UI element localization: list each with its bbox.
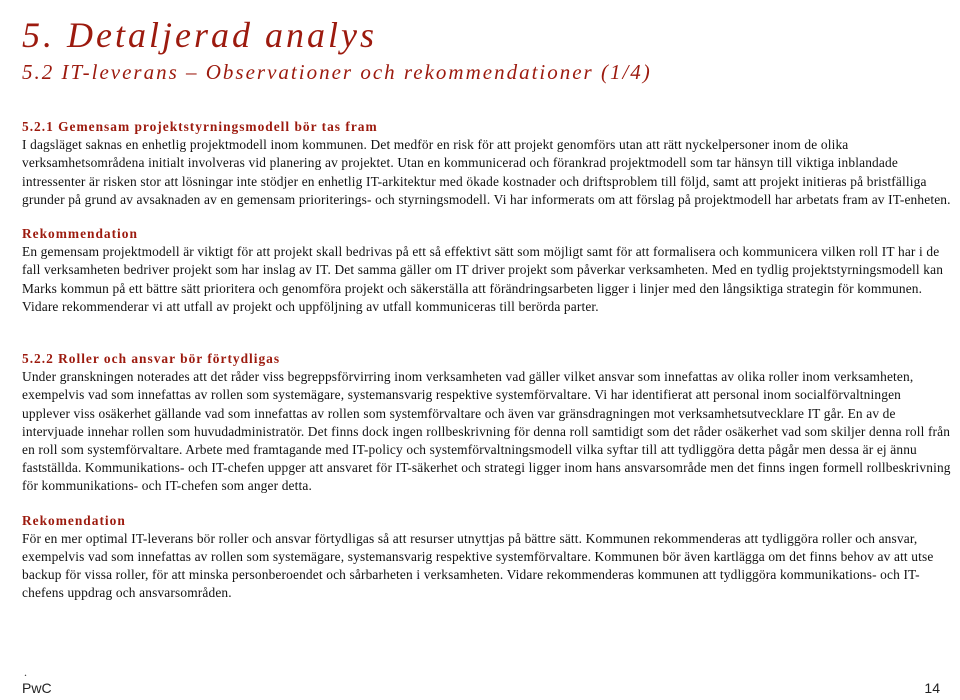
page-title: 5. Detaljerad analys (22, 15, 377, 55)
page-subtitle: 5.2 IT-leverans – Observationer och rekommendationer (1/4) (22, 60, 652, 84)
recommendation-heading: Rekomendation (22, 512, 126, 528)
spacer (22, 496, 952, 512)
recommendation-text: För en mer optimal IT-leverans bör roller och ansvar förtydligas så att resurser utnyttjas på bättre sätt. Kommunen rekommenderas att tydliggöra roller och ansvar, exempelvis vad som innefattas av rollen som systemägare, systemansvarig respektive systemförvaltare. Kommunen bör även kartlägga om det finns behov av att utse backup för vissa roller, för att minska personberoendet och sårbarheten i verksamheten. Vidare rekommenderas kommunen att tydliggöra kommunikations- och IT-chefens uppdrag och ansvarsområden. (22, 530, 934, 601)
footer-dot: . (24, 665, 27, 679)
recommendation-heading: Rekommendation (22, 226, 138, 242)
observation-text: Under granskningen noterades att det råder viss begreppsförvirring inom verksamheten vad gäller vilket ansvar som innefattas av olika roller inom verksamheten, exempelvis vad som innefattas av rollen som systemägare, systemansvarig respektive systemförvaltare. Vi har identifierat att personal inom socialförvaltningen upplever viss osäkerhet gällande vad som innefattas av rollen som systemförvaltare och även var gränsdragningen mot verksamhetsutvecklare IT går. En av de intervjuade innehar rollen som huvudadministratör. Det finns dock ingen rollbeskrivning för denna roll samtidigt som det råder osäkerhet vad som skiljer denna roll från en roll som systemförvaltare. Arbete med framtagande med IT-policy och systemförvaltningsmodell vilka syftar till att tydliggöra detta pågår men dessa är ej ännu fastställda. Kommunikations- och IT-chefen uppger att ansvaret för IT-säkerhet och strategi ligger inom hans ansvarsområde men det finns ingen formell rollbeskrivning för kommunikations- och IT-chefen som anger detta. (22, 369, 951, 494)
footer-brand-logo: PwC (22, 680, 52, 696)
section-heading: 5.2.2 Roller och ansvar bör förtydligas (22, 351, 281, 367)
spacer (22, 209, 952, 225)
spacer (22, 316, 952, 350)
observation-text: I dagsläget saknas en enhetlig projektmodell inom kommunen. Det medför en risk för att projekt genomförs utan att rätt nyckelpersoner inom de olika verksamhetsområdena initialt involveras vid planering av projektet. Utan en kommunicerad och förankrad projektmodell som tar hänsyn till viktiga inblandade intressenter är risken stor att lösningar inte stödjer en enhetlig IT-arkitektur med ökade kostnader och driftsproblem till följd, samt att projekt initieras på bristfälliga grunder på grund av avsaknaden av en gemensam prioriterings- och styrningsmodell. Vi har informerats om att förslag på projektmodell har arbetats fram av IT-enheten. (22, 137, 951, 207)
section-heading: 5.2.1 Gemensam projektstyrningsmodell bör tas fram (22, 119, 378, 134)
document-body (22, 118, 952, 603)
section-5-2-2 (22, 350, 952, 603)
section-5-2-1 (22, 118, 952, 316)
page-number: 14 (924, 680, 940, 696)
recommendation-text: En gemensam projektmodell är viktigt för att projekt skall bedrivas på ett så effektivt sätt som möjligt samt för att formalisera och kommunicera vilken roll IT har i de fall verksamheten bedriver projekt som har inslag av IT. Det samma gäller om IT driver projekt som påverkar verksamheten. Med en tydlig projektstyrningsmodell kan Marks kommun på ett bättre sätt prioritera och genomföra projekt och säkerställa att förändringsarbeten ligger i linjer med den långsiktiga strategin för kommunen. Vidare rekommenderar vi att utfall av projekt och uppföljning av utfall kommuniceras till berörda parter. (22, 244, 944, 314)
